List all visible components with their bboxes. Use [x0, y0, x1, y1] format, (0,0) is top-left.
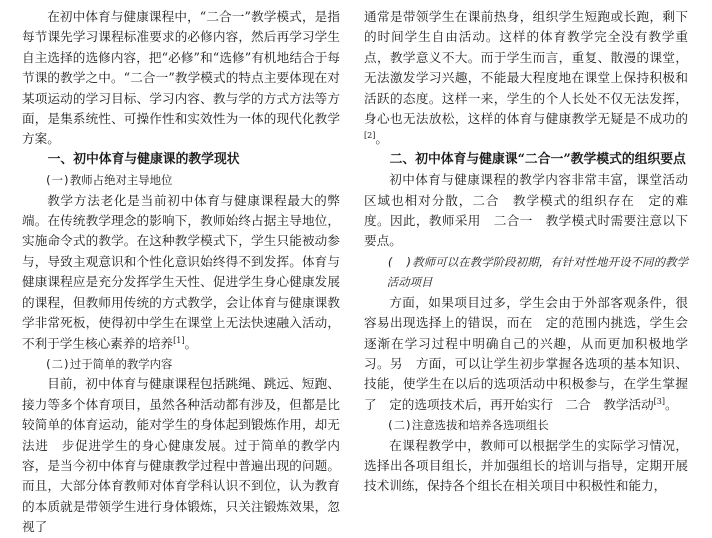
continued-end: 。	[375, 131, 388, 147]
subsection-1-1-paragraph	[22, 191, 340, 354]
citation-2: [2]	[364, 131, 376, 141]
subsection-2-1-paragraph	[364, 293, 688, 415]
continued-paragraph	[364, 7, 688, 150]
citation-3: [3]	[653, 396, 665, 406]
subsection-1-1-heading: (一)教师占绝对主导地位	[44, 173, 173, 188]
section-2-paragraph: 初中体育与健康课程的教学内容非常丰富，课堂活动区域也相对分散，二合 教学模式的组织存在 定的难度。因此，教师采用 二合一 教学模式时需要注意以下要点。	[364, 172, 688, 249]
subsection-1-2-paragraph: 目前，初中体育与健康课程包括跳绳、跳远、短跑、接力等多个体育项目，虽然各种活动都有涉及，但都是比较简单的体育运动，能对学生的身体起到锻炼作用，却无法进 步促进学生的身心健康发展。过于简单的教学内容，是当今初中体育与健康教学过程中普遍出现的问题。而且，大部分体育教师对体育学科认识不到位，认为教育的本质就是带领学生进行身体锻炼，只关注锻炼效果，忽视了	[22, 376, 340, 535]
citation-1: [1]	[173, 335, 185, 345]
subsection-2-2-paragraph: 在课程教学中，教师可以根据学生的实际学习情况，选择出各项目组长，并加强组长的培训与指导，定期开展技术训练，保持各个组长在相关项目中积极性和能力，	[364, 437, 688, 494]
right-column	[364, 7, 688, 497]
section-1-heading: 一、初中体育与健康课的教学现状	[47, 151, 240, 167]
subsection-1-2-heading: (二)过于简单的教学内容	[44, 356, 173, 371]
section-2-heading: 二、初中体育与健康课“二合一”教学模式的组织要点	[389, 151, 686, 167]
subsection-2-2-heading: (二)注意选拔和培养各选项组长	[386, 418, 549, 433]
subsection-1-1-end: 。	[184, 335, 198, 351]
intro-paragraph: 在初中体育与健康课程中，“二合一”教学模式，是指每节课先学习课程标准要求的必修内容，然后再学习学生自主选择的选修内容，把“必修”和“选修”有机地结合于每节课的教学之中。“二合一”教学模式的特点主要体现在对某项运动的学习目标、学习内容、教与学的方式方法等方面，是集系统性、可操作性和实效性为一体的现代化教学方案。	[22, 9, 340, 147]
subsection-1-1-text: 教学方法老化是当前初中体育与健康课程最大的弊端。在传统教学理念的影响下，教师始终占据主导地位，实施命令式的教学。在这种教学模式下，学生只能被动参与，导致主观意识和个性化意识始终得不到发挥。体育与健康课程应是充分发挥学生天性、促进学生身心健康发展的课程，但教师用传统的方式教学，会让体育与健康课教学非常死板，使得初中学生在课堂上无法快速融入活动，不利于学生核心素养的培养	[22, 192, 340, 351]
left-column	[22, 7, 340, 538]
subsection-2-1-text: 方面，如果项目过多，学生会由于外部客观条件，很容易出现选择上的错误，而在 定的范围内挑选，学生会逐渐在学习过程中明确自己的兴趣，从而更加积极地学习。另 方面，可以让学生初步掌握各选项的基本知识、技能，使学生在以后的选项活动中积极参与，在学生掌握了 定的选项技术后，再开始实行 二合 教学活动	[364, 294, 688, 412]
continued-text: 通常是带领学生在课前热身，组织学生短跑或长跑，剩下的时间学生自由活动。这样的体育教学完全没有教学重点，教学意义不大。而于学生而言，重复、散漫的课堂，无法激发学习兴趣，不能最大程度地在课堂上保持积极和活跃的态度。这样一来，学生的个人长处不仅无法发挥，身心也无法放松，这样的体育与健康教学无疑是不成功的	[364, 9, 688, 127]
subsection-2-1-heading: ( )教师可以在教学阶段初期，有针对性地开设不同的教学活动项目	[386, 254, 688, 290]
subsection-2-1-end: 。	[665, 396, 678, 412]
